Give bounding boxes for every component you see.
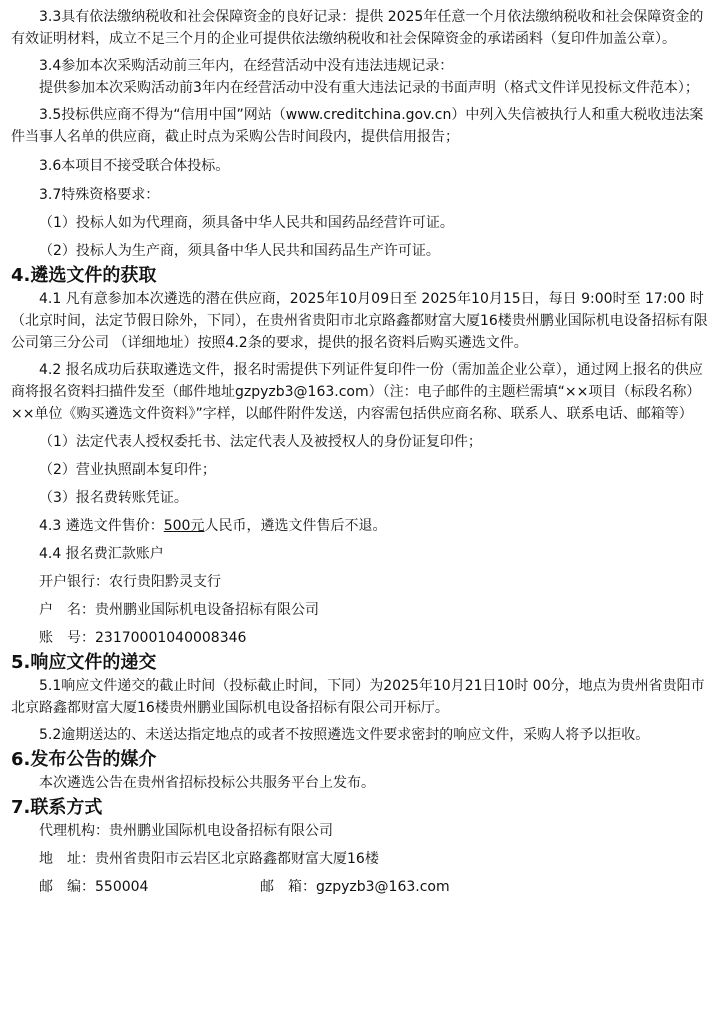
clause-4-4: 4.4 报名费汇款账户 (39, 546, 164, 562)
section-5-heading: 5.响应文件的递交 (11, 652, 157, 673)
publication-media: 本次遴选公告在贵州省招标投标公共服务平台上发布。 (39, 775, 375, 791)
section-4-heading: 4.遴选文件的获取 (11, 265, 157, 286)
clause-4-3-suffix: 人民币，遴选文件售后不退。 (204, 518, 387, 534)
agency-address: 地 址：贵州省贵阳市云岩区北京路鑫都财富大厦16楼 (39, 851, 379, 867)
clause-4-2: 4.2 报名成功后获取遴选文件，报名时需提供下列证件复印件一份（需加盖企业公章），通过网上报名的供应商将报名资料扫描件发至（邮件地址gzpyzb3@163.com）（注：电子邮件的主题栏需填“××项目（标段名称）××单位《购买遴选文件资料》”字样，以邮件附件发送，内容需包括供应商名称、联系人、联系电话、邮箱等） (11, 362, 703, 422)
clause-4-1: 4.1 凡有意参加本次遴选的潜在供应商，2025年10月09日至 2025年10月15日，每日 9:00时至 17:00 时（北京时间，法定节假日除外，下同），在贵州省贵阳市北京路鑫都财富大厦16楼贵州鹏业国际机电设备招标有限公司第三分公司 （详细地址）按照4.2条的要求，提供的报名资料后购买遴选文件。 (11, 291, 708, 351)
clause-4-3 (11, 515, 715, 537)
clause-4-2-item-3: （3）报名费转账凭证。 (39, 490, 188, 506)
clause-3-4-detail: 提供参加本次采购活动前3年内在经营活动中没有重大违法记录的书面声明（格式文件详见投标文件范本）； (39, 80, 699, 96)
section-7-heading: 7.联系方式 (11, 797, 103, 818)
clause-4-2-item-1: （1）法定代表人授权委托书、法定代表人及被授权人的身份证复印件； (39, 434, 482, 450)
clause-4-3-prefix: 4.3 遴选文件售价： (39, 518, 164, 534)
clause-5-2: 5.2逾期送达的、未送达指定地点的或者不按照遴选文件要求密封的响应文件，采购人将予以拒收。 (39, 727, 650, 743)
document-price: 500元 (163, 518, 205, 534)
contact-row (11, 876, 715, 898)
clause-3-5: 3.5投标供应商不得为“信用中国”网站（www.creditchina.gov.cn）中列入失信被执行人和重大税收违法案件当事人名单的供应商，截止时点为采购公告时间段内，提供信用报告； (11, 107, 704, 145)
clause-3-7-item-1: （1）投标人如为代理商，须具备中华人民共和国药品经营许可证。 (39, 215, 454, 231)
postcode: 邮 编：550004 (39, 879, 149, 895)
account-number: 账 号：23170001040008346 (39, 630, 247, 646)
agency-name: 代理机构：贵州鹏业国际机电设备招标有限公司 (39, 823, 333, 839)
clause-5-1: 5.1响应文件递交的截止时间（投标截止时间，下同）为2025年10月21日10时 00分，地点为贵州省贵阳市北京路鑫都财富大厦16楼贵州鹏业国际机电设备招标有限公司开标厅。 (11, 678, 705, 716)
account-name: 户 名：贵州鹏业国际机电设备招标有限公司 (39, 602, 319, 618)
clause-3-7-item-2: （2）投标人为生产商，须具备中华人民共和国药品生产许可证。 (39, 243, 440, 259)
clause-4-2-item-2: （2）营业执照副本复印件； (39, 462, 216, 478)
clause-3-7: 3.7特殊资格要求： (39, 187, 160, 203)
email: 邮 箱：gzpyzb3@163.com (260, 879, 450, 895)
clause-3-4: 3.4参加本次采购活动前三年内，在经营活动中没有违法违规记录： (39, 58, 454, 74)
section-6-heading: 6.发布公告的媒介 (11, 749, 157, 770)
clause-3-6: 3.6本项目不接受联合体投标。 (39, 158, 230, 174)
bank-name: 开户银行：农行贵阳黔灵支行 (39, 574, 221, 590)
clause-3-3: 3.3具有依法缴纳税收和社会保障资金的良好记录：提供 2025年任意一个月依法缴纳税收和社会保障资金的有效证明材料，成立不足三个月的企业可提供依法缴纳税收和社会保障资金的承诺函料（复印件加盖公章）。 (11, 9, 704, 47)
